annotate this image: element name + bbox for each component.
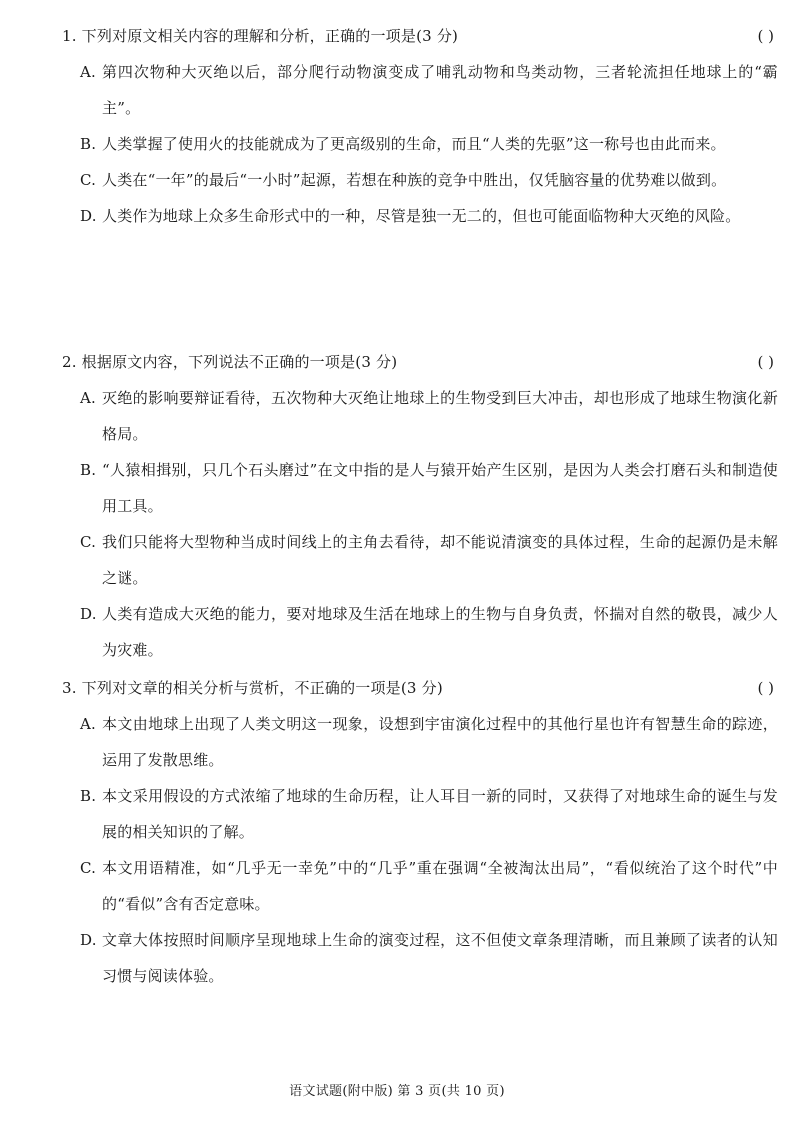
question-3 bbox=[62, 670, 778, 994]
option-letter: B. bbox=[80, 787, 97, 805]
option-letter: C. bbox=[80, 859, 97, 877]
page-footer: 语文试题(附中版) 第 3 页(共 10 页) bbox=[289, 1084, 505, 1099]
option-letter: D. bbox=[80, 605, 97, 623]
option-b bbox=[80, 778, 778, 850]
option-a bbox=[80, 54, 778, 126]
option-c bbox=[80, 524, 778, 596]
option-letter: A. bbox=[80, 715, 97, 733]
option-b bbox=[80, 452, 778, 524]
option-letter: C. bbox=[80, 171, 97, 189]
option-d bbox=[80, 198, 778, 234]
option-letter: A. bbox=[80, 63, 97, 81]
option-text: 人类有造成大灭绝的能力，要对地球及生活在地球上的生物与自身负责，怀揣对自然的敬畏，减少人为灾难。 bbox=[102, 605, 778, 659]
question-stem bbox=[62, 18, 778, 54]
answer-bracket: ( ) bbox=[757, 27, 774, 45]
option-text: 本文用语精准，如“几乎无一幸免”中的“几乎”重在强调“全被淘汰出局”，“看似统治了这个时代”中的“看似”含有否定意味。 bbox=[102, 859, 778, 913]
answer-bracket: ( ) bbox=[757, 353, 774, 371]
option-letter: D. bbox=[80, 931, 97, 949]
option-text: 文章大体按照时间顺序呈现地球上生命的演变过程，这不但使文章条理清晰，而且兼顾了读者的认知习惯与阅读体验。 bbox=[102, 931, 778, 985]
option-letter: C. bbox=[80, 533, 97, 551]
option-letter: D. bbox=[80, 207, 97, 225]
option-text: 本文采用假设的方式浓缩了地球的生命历程，让人耳目一新的同时，又获得了对地球生命的诞生与发展的相关知识的了解。 bbox=[102, 787, 778, 841]
option-c bbox=[80, 162, 778, 198]
option-d bbox=[80, 922, 778, 994]
option-d bbox=[80, 596, 778, 668]
option-text: 人类作为地球上众多生命形式中的一种，尽管是独一无二的，但也可能面临物种大灭绝的风险。 bbox=[102, 207, 741, 225]
option-text: “人猿相揖别，只几个石头磨过”在文中指的是人与猿开始产生区别，是因为人类会打磨石头和制造使用工具。 bbox=[102, 461, 778, 515]
question-stem bbox=[62, 344, 778, 380]
option-letter: B. bbox=[80, 135, 97, 153]
option-a bbox=[80, 706, 778, 778]
option-text: 灭绝的影响要辩证看待，五次物种大灭绝让地球上的生物受到巨大冲击，却也形成了地球生物演化新格局。 bbox=[102, 389, 778, 443]
option-letter: A. bbox=[80, 389, 97, 407]
option-letter: B. bbox=[80, 461, 97, 479]
answer-bracket: ( ) bbox=[757, 679, 774, 697]
option-text: 第四次物种大灭绝以后，部分爬行动物演变成了哺乳动物和鸟类动物，三者轮流担任地球上的“霸主”。 bbox=[102, 63, 778, 117]
option-b bbox=[80, 126, 778, 162]
question-2 bbox=[62, 344, 778, 668]
option-text: 人类掌握了使用火的技能就成为了更高级别的生命，而且“人类的先驱”这一称号也由此而来。 bbox=[102, 135, 726, 153]
option-text: 人类在“一年”的最后“一小时”起源，若想在种族的竞争中胜出，仅凭脑容量的优势难以做到。 bbox=[102, 171, 727, 189]
option-c bbox=[80, 850, 778, 922]
question-stem bbox=[62, 670, 778, 706]
option-text: 我们只能将大型物种当成时间线上的主角去看待，却不能说清演变的具体过程，生命的起源仍是未解之谜。 bbox=[102, 533, 778, 587]
question-stem-text: 3. 下列对文章的相关分析与赏析，不正确的一项是(3 分) bbox=[62, 679, 443, 697]
question-stem-text: 2. 根据原文内容，下列说法不正确的一项是(3 分) bbox=[62, 353, 398, 371]
option-text: 本文由地球上出现了人类文明这一现象，设想到宇宙演化过程中的其他行星也许有智慧生命的踪迹，运用了发散思维。 bbox=[102, 715, 778, 769]
option-a bbox=[80, 380, 778, 452]
question-stem-text: 1. 下列对原文相关内容的理解和分析，正确的一项是(3 分) bbox=[62, 27, 459, 45]
question-1 bbox=[62, 18, 778, 234]
